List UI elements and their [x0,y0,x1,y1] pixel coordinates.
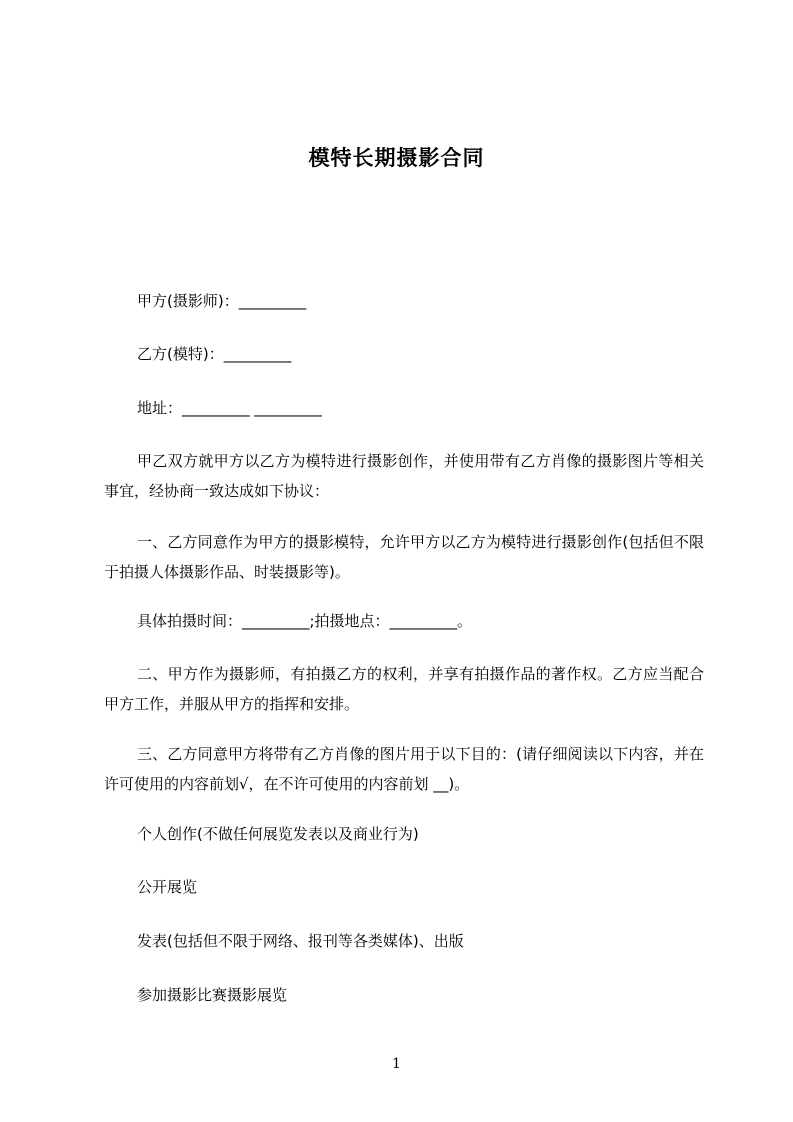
clause-2-paragraph: 二、甲方作为摄影师，有拍摄乙方的权利，并享有拍摄作品的著作权。乙方应当配合甲方工作，并服从甲方的指挥和安排。 [104,665,704,713]
party-a-line: 甲方(摄影师)：_________ [137,292,307,310]
option-item: 个人创作(不做任何展览发表以及商业行为) [137,825,419,843]
document-title: 模特长期摄影合同 [308,146,485,170]
intro-paragraph: 甲乙双方就甲方以乙方为模特进行摄影创作，并使用带有乙方肖像的摄影图片等相关事宜，经协商一致达成如下协议： [104,452,704,500]
page-number: 1 [392,1056,401,1072]
option-item: 参加摄影比赛摄影展览 [137,986,288,1004]
clause-1-paragraph: 一、乙方同意作为甲方的摄影模特，允许甲方以乙方为模特进行摄影创作(包括但不限于拍摄人体摄影作品、时装摄影等)。 [104,533,704,581]
clause-3-paragraph: 三、乙方同意甲方将带有乙方肖像的图片用于以下目的：(请仔细阅读以下内容，并在许可使用的内容前划√，在不许可使用的内容前划 __)。 [104,745,704,793]
option-item: 公开展览 [137,878,198,896]
address-line: 地址：_________ _________ [137,399,322,417]
option-item: 发表(包括但不限于网络、报刊等各类媒体)、出版 [137,932,464,950]
schedule-line: 具体拍摄时间：_________;拍摄地点：_________。 [137,612,473,630]
party-b-line: 乙方(模特)：_________ [137,345,292,363]
